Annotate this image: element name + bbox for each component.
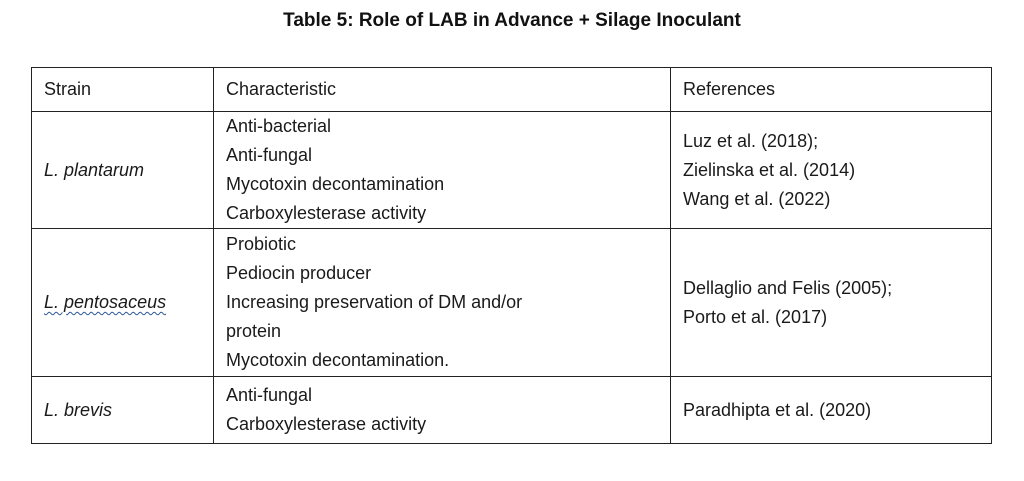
characteristic-item: Probiotic (226, 234, 297, 254)
characteristic-cell (214, 377, 671, 444)
characteristic-item: Carboxylesterase activity (226, 203, 427, 223)
header-characteristic: Characteristic (214, 68, 671, 112)
references-cell (671, 229, 992, 377)
lab-role-table (31, 67, 992, 444)
reference-item: Wang et al. (2022) (683, 188, 831, 209)
table-row (32, 229, 992, 377)
header-references: References (671, 68, 992, 112)
table-row (32, 112, 992, 229)
references-cell (671, 112, 992, 229)
reference-item: Zielinska et al. (2014) (683, 159, 856, 180)
references-cell (671, 377, 992, 444)
strain-name: L. pentosaceus (44, 292, 167, 312)
strain-cell (32, 229, 214, 377)
characteristic-item: Increasing preservation of DM and/or (226, 292, 523, 312)
header-strain: Strain (32, 68, 214, 112)
table-row (32, 377, 992, 444)
reference-item: Paradhipta et al. (2020) (683, 399, 872, 420)
characteristic-item: Mycotoxin decontamination. (226, 350, 450, 370)
reference-item: Dellaglio and Felis (2005); (683, 277, 893, 298)
reference-item: Luz et al. (2018); (683, 130, 819, 151)
characteristic-item: Pediocin producer (226, 263, 372, 283)
characteristic-item: Mycotoxin decontamination (226, 174, 445, 194)
characteristic-item: protein (226, 321, 282, 341)
characteristic-cell (214, 229, 671, 377)
table-title: Table 5: Role of LAB in Advance + Silage Inoculant (283, 10, 741, 31)
strain-cell: L. plantarum (32, 112, 214, 229)
characteristic-item: Anti-fungal (226, 145, 313, 165)
characteristic-item: Carboxylesterase activity (226, 414, 427, 434)
reference-item: Porto et al. (2017) (683, 306, 828, 327)
characteristic-cell (214, 112, 671, 229)
characteristic-item: Anti-bacterial (226, 116, 332, 136)
characteristic-item: Anti-fungal (226, 385, 313, 405)
strain-cell: L. brevis (32, 377, 214, 444)
table-header-row (32, 68, 992, 112)
